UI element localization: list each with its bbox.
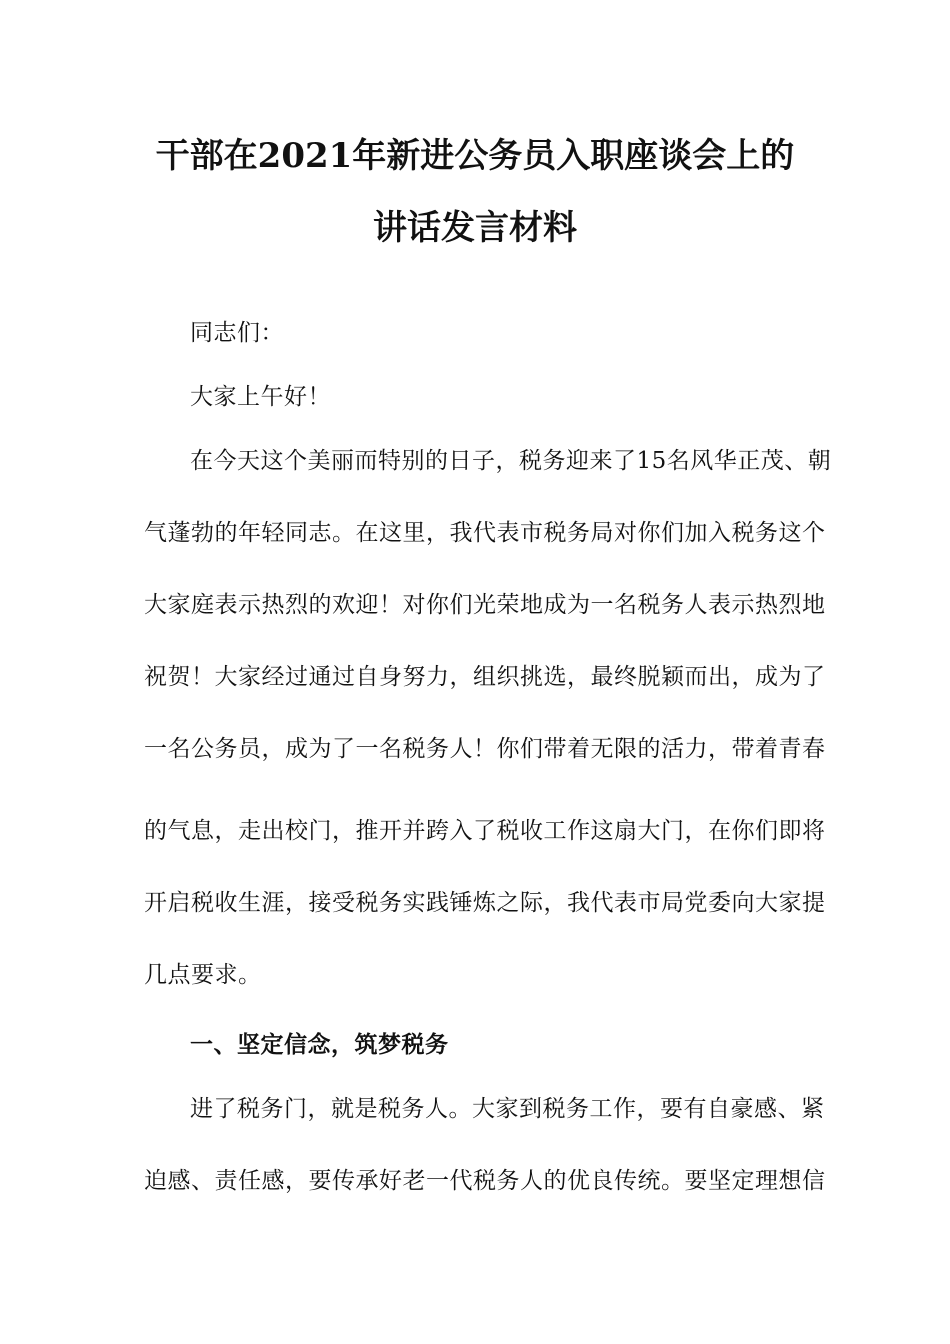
paragraph-1-line-1: 在今天这个美丽而特别的日子，税务迎来了15名风华正茂、朝 [190,448,832,474]
greeting: 大家上午好！ [190,384,331,410]
paragraph-1-line-2: 气蓬勃的年轻同志。在这里，我代表市税务局对你们加入税务这个 [144,520,826,546]
salutation: 同志们： [190,320,284,346]
paragraph-1-line-8: 几点要求。 [144,962,262,988]
paragraph-1-line-5: 一名公务员，成为了一名税务人！你们带着无限的活力，带着青春 [144,736,826,762]
paragraph-1-line-7: 开启税收生涯，接受税务实践锤炼之际，我代表市局党委向大家提 [144,890,826,916]
document-title-line-2: 讲话发言材料 [373,208,577,248]
paragraph-1-line-4: 祝贺！大家经过通过自身努力，组织挑选，最终脱颖而出，成为了 [144,664,826,690]
document-title-line-1: 干部在2021年新进公务员入职座谈会上的 [155,136,795,176]
paragraph-2-line-1: 进了税务门，就是税务人。大家到税务工作，要有自豪感、紧 [190,1096,825,1122]
paragraph-2-line-2: 迫感、责任感，要传承好老一代税务人的优良传统。要坚定理想信 [144,1168,826,1194]
paragraph-1-line-3: 大家庭表示热烈的欢迎！对你们光荣地成为一名税务人表示热烈地 [144,592,826,618]
paragraph-1-line-6: 的气息，走出校门，推开并跨入了税收工作这扇大门，在你们即将 [144,818,826,844]
section-1-heading: 一、坚定信念，筑梦税务 [190,1031,449,1058]
